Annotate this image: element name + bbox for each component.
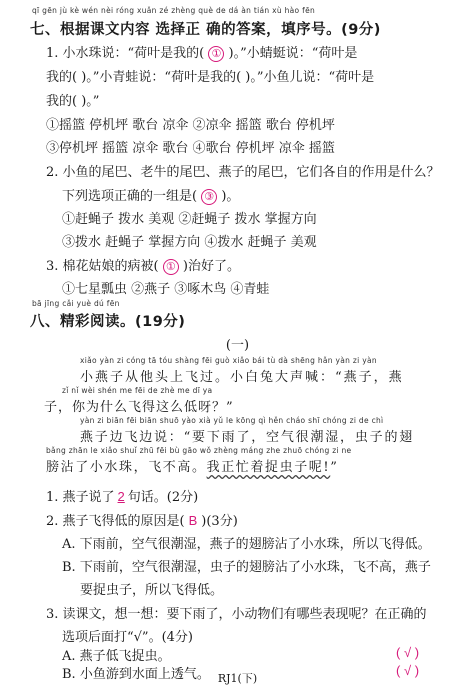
page-footer: RJ1(下) — [217, 672, 258, 685]
r-q3-line1: 3. 读课文，想一想：要下雨了，小动物们有哪些表现呢？在正确的 — [46, 607, 427, 622]
sec7-heading: 七、根据课文内容 选择正 确的答案，填序号。(9分) — [30, 22, 381, 38]
r-q3-item-a-mark: ( √ ) — [396, 645, 420, 660]
passage-line-4: 膀沾了小水珠，飞不高。我正忙着捉虫子呢!” — [46, 460, 339, 475]
q2-options-2: ③拨水 赶蝇子 掌握方向 ④拨水 赶蝇子 美观 — [62, 235, 317, 250]
passage-pinyin-3: yàn zi biān fēi biān shuō yào xià yǔ le kōng qì hěn cháo shī chóng zi de chì — [80, 416, 384, 425]
passage-line-3: 燕子边飞边说：“要下雨了，空气很潮湿，虫子的翅 — [80, 430, 415, 445]
passage-line-1: 小燕子从他头上飞过。小白兔大声喊：“燕子，燕 — [80, 370, 404, 385]
r-q3-item-b: B. 小鱼游到水面上透气。 — [62, 667, 210, 682]
sec7-pinyin: qī gēn jù kè wén nèi róng xuǎn zé zhèng què de dá àn tián xù hào fēn — [32, 6, 316, 15]
r-q3-item-b-mark: ( √ ) — [396, 663, 420, 678]
wavy-underlined-sentence: 我正忙着捉虫子呢! — [206, 460, 331, 475]
q1-line2: 我的( )。”小青蛙说：“荷叶是我的( )。”小鱼儿说：“荷叶是 — [46, 70, 375, 85]
r-q2-option-b-2: 要捉虫子，所以飞得低。 — [80, 583, 224, 598]
r-q2-option-a: A. 下雨前，空气很潮湿，燕子的翅膀沾了小水珠，所以飞得低。 — [62, 537, 431, 552]
passage-pinyin-2: zǐ nǐ wèi shén me fēi de zhè me dī ya — [62, 386, 213, 395]
q1-line3: 我的( )。” — [46, 94, 100, 109]
r-q2-option-b-1: B. 下雨前，空气很潮湿，虫子的翅膀沾了小水珠，飞不高，燕子 — [62, 560, 431, 575]
q3-options: ①七星瓢虫 ②燕子 ③啄木鸟 ④青蛙 — [62, 282, 270, 297]
r-q1-answer: 2 — [117, 489, 125, 504]
q2-line1: 2. 小鱼的尾巴、老牛的尾巴、燕子的尾巴，它们各自的作用是什么？ — [46, 165, 440, 180]
passage-pinyin-1: xiǎo yàn zi cóng tā tóu shàng fēi guò xiǎo bái tù dà shēng hǎn yàn zi yàn — [80, 356, 377, 365]
q1-answer: ① — [208, 46, 224, 62]
q2-answer: ③ — [201, 189, 217, 205]
part-title: (一) — [225, 338, 250, 353]
q3-line1: 3. 棉花姑娘的病被( ① )治好了。 — [46, 259, 240, 274]
r-q3-item-a: A. 燕子低飞捉虫。 — [62, 649, 171, 664]
r-q2: 2. 燕子飞得低的原因是( B )(3分) — [46, 513, 238, 529]
q1-options-2: ③停机坪 摇篮 凉伞 歌台 ④歌台 停机坪 凉伞 摇篮 — [46, 141, 335, 156]
q2-options-1: ①赶蝇子 拨水 美观 ②赶蝇子 拨水 掌握方向 — [62, 212, 317, 227]
q1-options-1: ①摇篮 停机坪 歌台 凉伞 ②凉伞 摇篮 歌台 停机坪 — [46, 118, 335, 133]
q3-answer: ① — [163, 259, 179, 275]
passage-line-2: 子，你为什么飞得这么低呀？” — [44, 400, 234, 415]
r-q3-line2: 选项后面打“√”。(4分) — [62, 630, 193, 645]
q2-line2: 下列选项正确的一组是( ③ )。 — [62, 189, 240, 204]
sec8-pinyin: bā jīng cǎi yuè dú fēn — [32, 299, 120, 308]
passage-pinyin-4: bǎng zhān le xiǎo shuǐ zhū fēi bù gāo wǒ zhèng máng zhe zhuō chóng zi ne — [46, 446, 352, 455]
r-q1: 1. 燕子说了 2 句话。(2分) — [46, 489, 199, 505]
sec8-heading: 八、精彩阅读。(19分) — [30, 314, 186, 330]
q1-line1: 1. 小水珠说：“荷叶是我的( ① )。”小蜻蜓说：“荷叶是 — [46, 46, 358, 61]
r-q2-answer: B — [188, 513, 198, 528]
